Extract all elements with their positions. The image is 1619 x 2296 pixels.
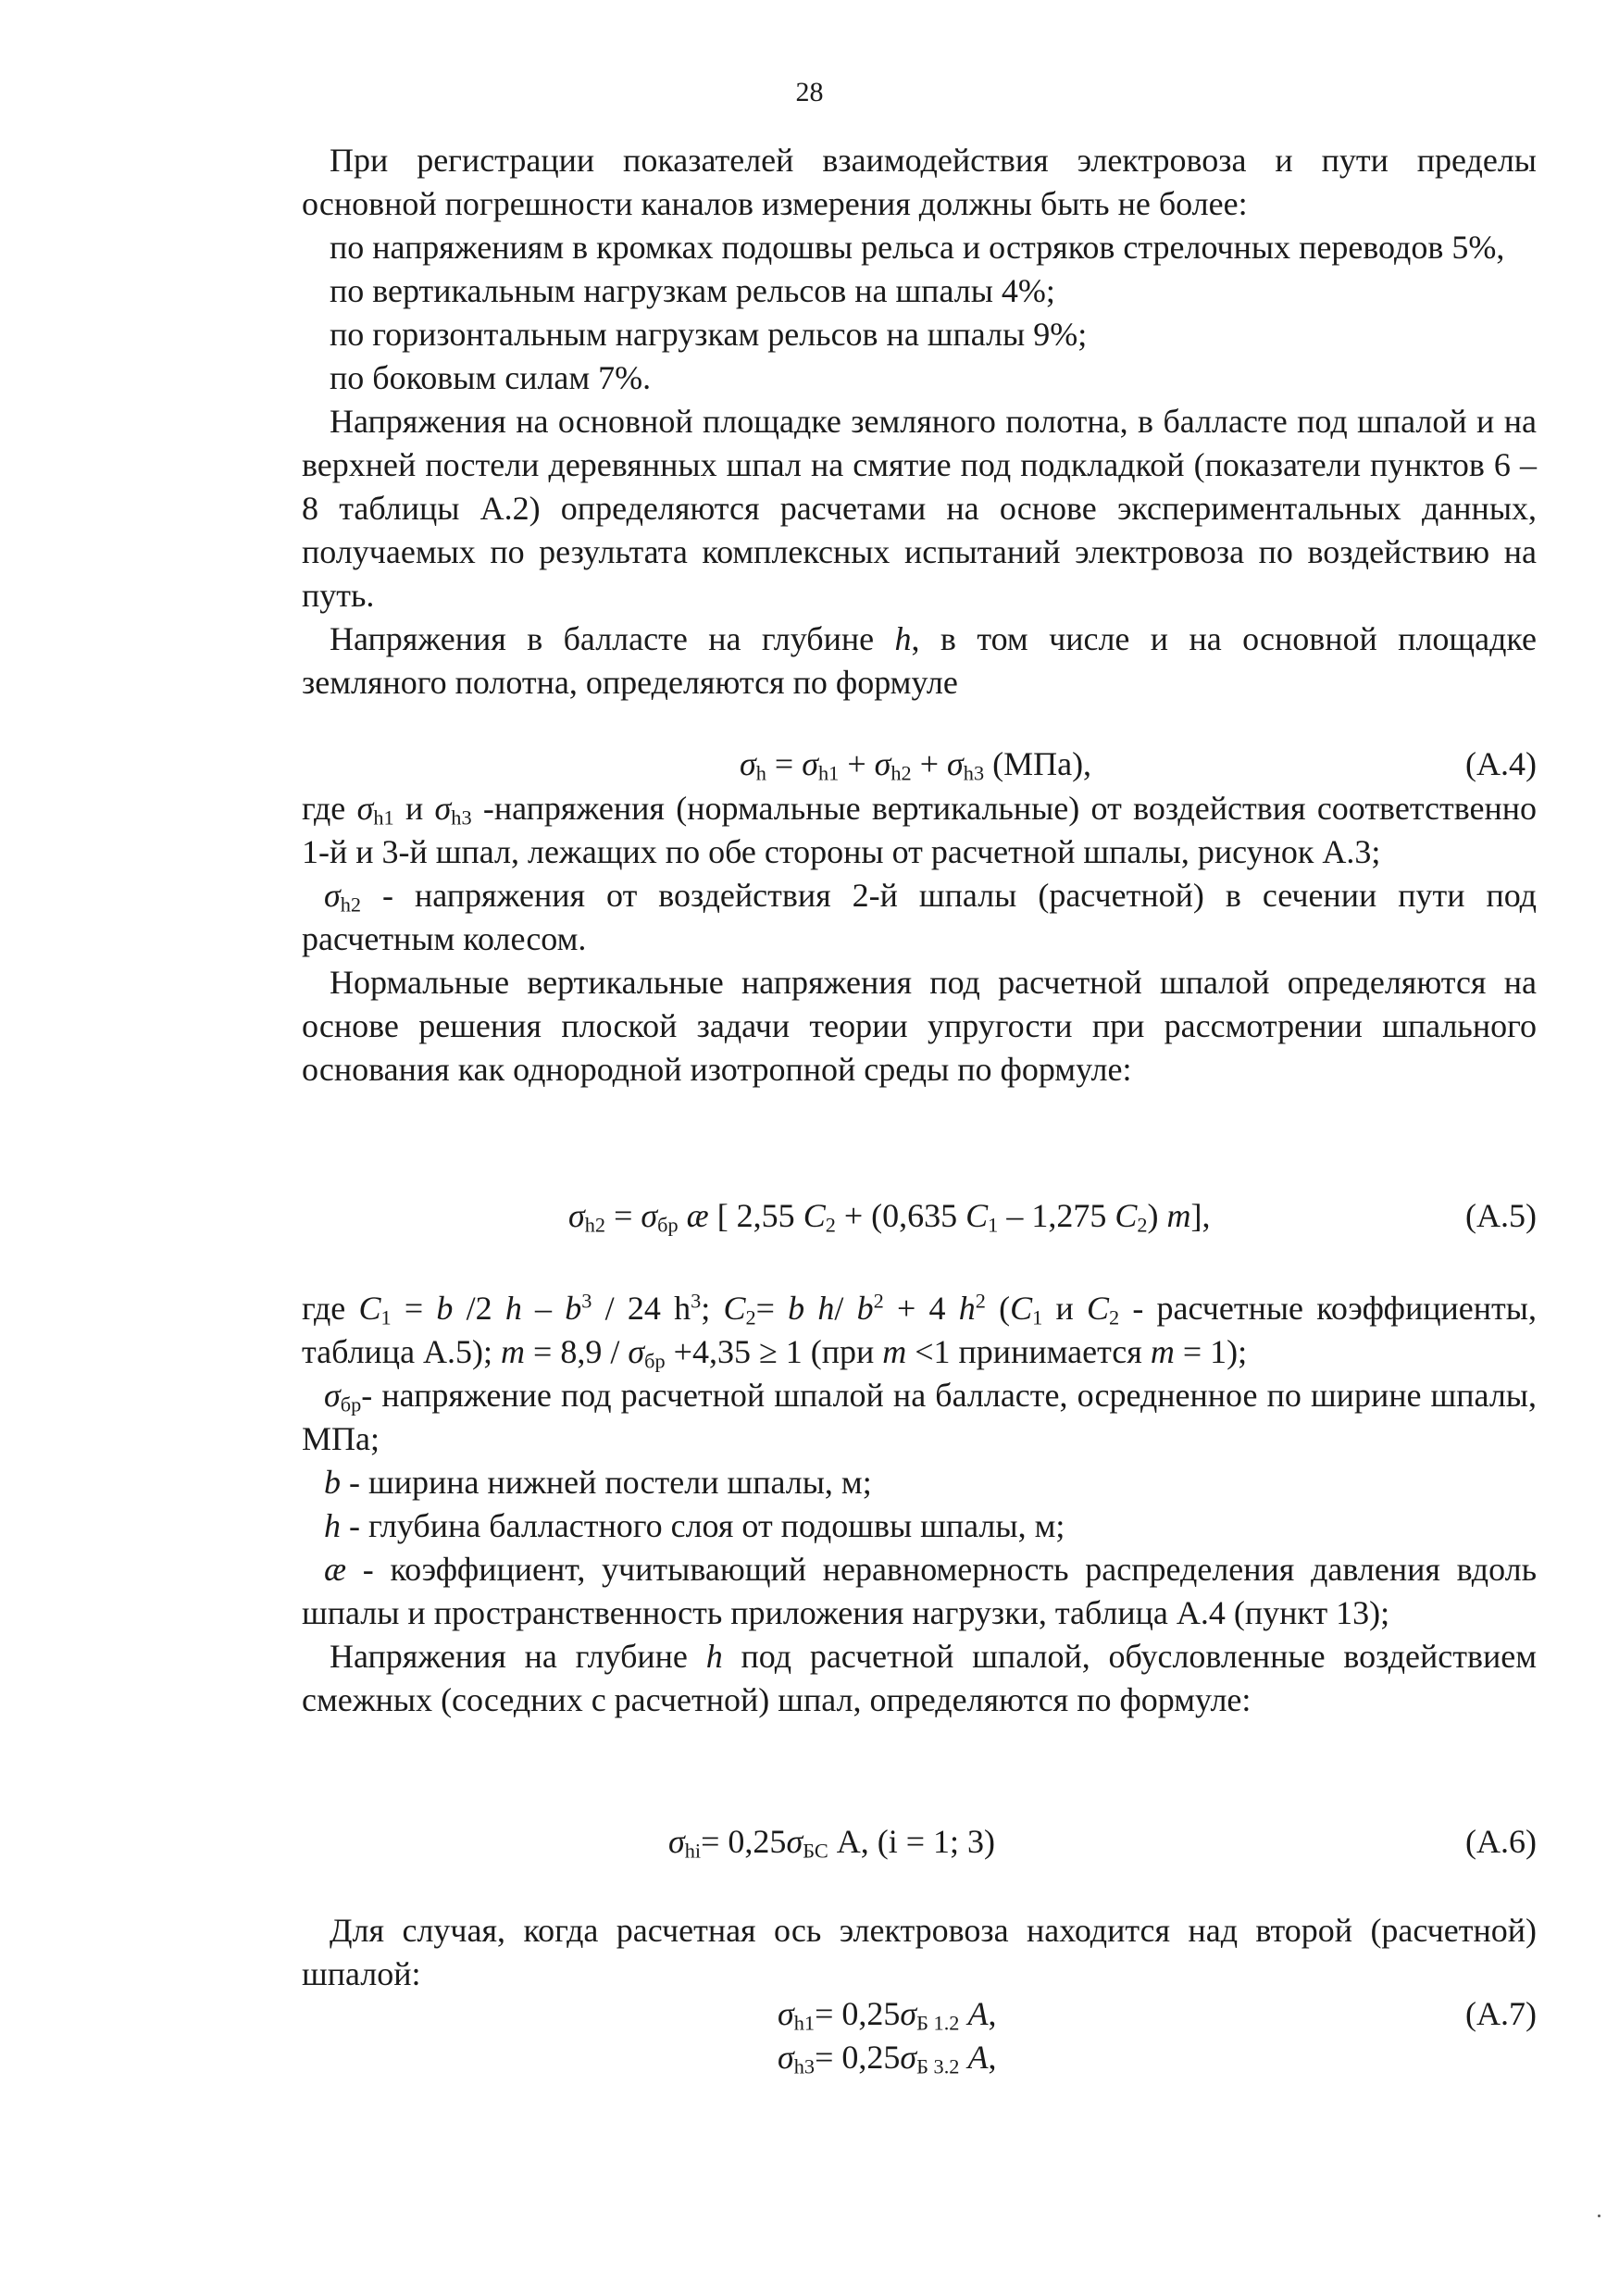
page-number: 28 xyxy=(795,77,824,107)
text-block-1 xyxy=(302,139,1537,705)
list-item-stress: по напряжениям в кромках подошвы рельса и остряков стрелочных переводов 5%, xyxy=(330,229,1505,266)
formula-a5-expression: $\sigma_{h2} = \sigma_{бр}$ æ [ 2,55 $C_2 + (0,635$ $C_1 - 1,275$ $C_2$) m], xyxy=(568,1197,1211,1237)
list-item-lateral: по боковым силам 7%. xyxy=(330,359,652,396)
list-item-horizontal: по горизонтальным нагрузкам рельсов на шпалы 9%; xyxy=(330,316,1088,353)
paragraph-intro: При регистрации показателей взаимодействия электровоза и пути пределы основной погрешности каналов измерения должны быть не более: xyxy=(302,142,1537,222)
paragraph-def-h: h - глубина балластного слоя от подошвы шпалы, м; xyxy=(324,1507,1065,1544)
paragraph-def-b: b - ширина нижней постели шпалы, м; xyxy=(324,1464,872,1501)
formula-a7-number: (А.7) xyxy=(1465,1995,1537,2032)
formula-a6 xyxy=(302,1820,1537,1868)
formula-a7 xyxy=(302,1992,1537,2040)
paragraph-stresses-subgrade: Напряжения на основной площадке земляного полотна, в балласте под шпалой и на верхней постели деревянных шпал на смятие под подкладкой (показатели пунктов 6 – 8 таблицы А.2) определяются расчетами на основе экспериментальных данных, получаемых по результата комплексных испытаний электровоза по воздействию на путь. xyxy=(302,403,1537,614)
paragraph-where-sigma-h1-h3: где $\sigma_{h1}$ и $\sigma_{h3}$ -напряжения (нормальные вертикальные) от воздействия соответственно 1-й и 3-й шпал, лежащих по обе стороны от расчетной шпалы, рисунок А.3; xyxy=(302,790,1538,870)
paragraph-normal-vertical: Нормальные вертикальные напряжения под расчетной шпалой определяются на основе решения плоской задачи теории упругости при рассмотрении шпального основания как однородной изотропной среды по формуле: xyxy=(302,964,1537,1088)
text-block-3 xyxy=(302,1287,1537,1722)
formula-a6-number: (А.6) xyxy=(1465,1823,1537,1860)
formula-a7-expression: $\sigma_{h1}= 0,25\sigma_{Б 1.2}$ A, xyxy=(778,1995,997,2035)
formula-a4-number: (А.4) xyxy=(1465,745,1537,782)
paragraph-where-c1-c2: где $C_1 = b$ /2 h – $b^3 / 24$ $h^3$; $C_2= b$ h/ $b^2 + 4$ $h^2$ ($C_1$ и $C_2$ - расчетные коэффициенты, таблица А.5); $m = 8,9 / \sigma_{бр} +4,35 \ge 1$ (при m <1 принимается m = 1); xyxy=(302,1289,1537,1373)
scan-speck xyxy=(1598,2215,1600,2217)
paragraph-sigma-h2: $\sigma_{h2}$ - напряжения от воздействия 2-й шпалы (расчетной) в сечении пути под расчетным колесом. xyxy=(302,877,1537,957)
paragraph-case-axle: Для случая, когда расчетная ось электровоза находится над второй (расчетной) шпалой: xyxy=(302,1912,1537,1992)
formula-a7-second xyxy=(302,2036,1537,2084)
paragraph-adjacent-sleepers: Напряжения на глубине h под расчетной шпалой, обусловленные воздействием смежных (соседних с расчетной) шпал, определяются по формуле: xyxy=(302,1638,1537,1718)
formula-a4-expression: $\sigma_h = \sigma_{h1} + \sigma_{h2} + \sigma_{h3}$ (МПа), xyxy=(740,745,1092,785)
text-block-4 xyxy=(302,1909,1537,1996)
formula-a4 xyxy=(302,742,1537,791)
list-item-vertical: по вертикальным нагрузкам рельсов на шпалы 4%; xyxy=(330,272,1055,309)
paragraph-sigma-br: $\sigma_{бр}-$ напряжение под расчетной шпалой на балласте, осредненное по ширине шпалы, МПа; xyxy=(302,1377,1537,1457)
text-block-2 xyxy=(302,787,1537,1092)
formula-a6-expression: $\sigma_{hi}= 0,25\sigma_{БС}$ А, (i = 1; 3) xyxy=(668,1823,996,1863)
paragraph-def-ae: æ - коэффициент, учитывающий неравномерность распределения давления вдоль шпалы и пространственность приложения нагрузки, таблица А.4 (пункт 13); xyxy=(302,1551,1537,1631)
formula-a5 xyxy=(302,1194,1537,1242)
formula-a5-number: (А.5) xyxy=(1465,1197,1537,1234)
formula-a7-second-expression: $\sigma_{h3}= 0,25\sigma_{Б 3.2}$ A, xyxy=(778,2039,997,2078)
paragraph-depth-stress: Напряжения в балласте на глубине h, в том числе и на основной площадке земляного полотна, определяются по формуле xyxy=(302,620,1537,701)
